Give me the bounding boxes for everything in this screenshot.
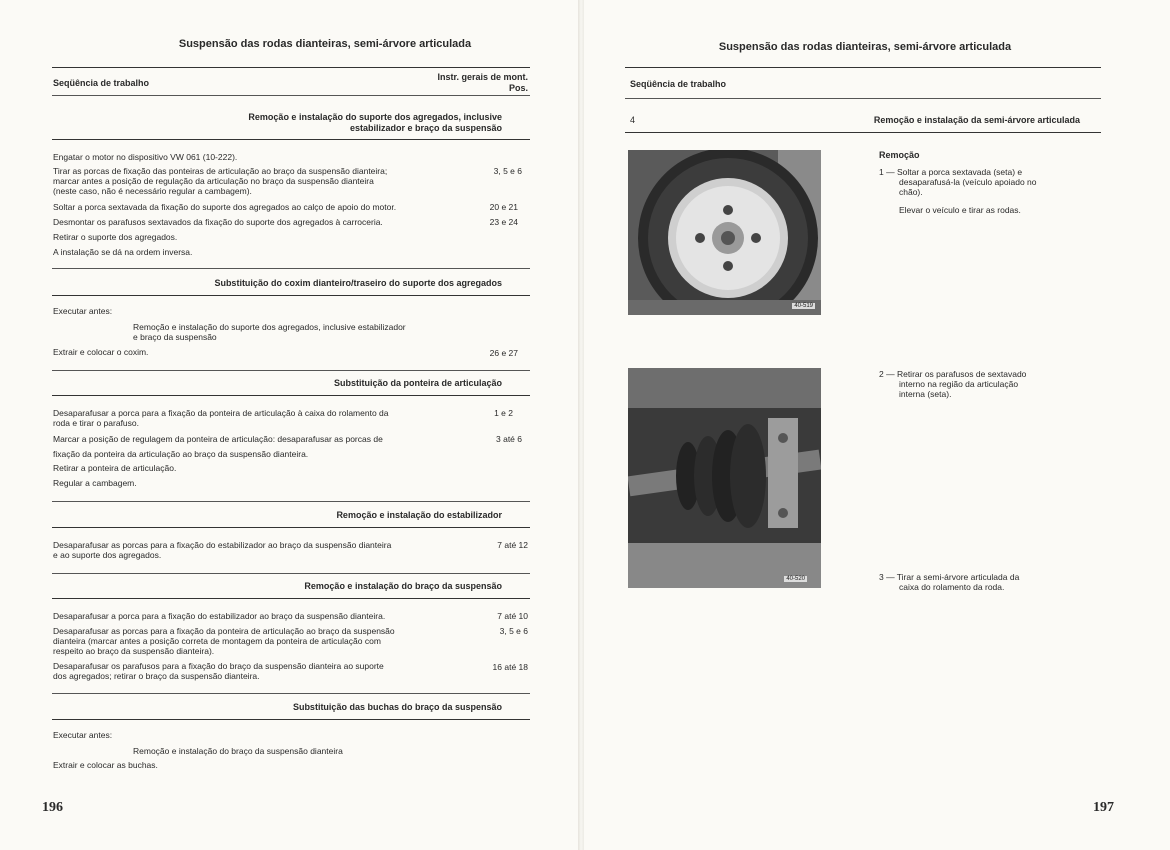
section-title: Remoção e instalação da semi-árvore articulada (873, 115, 1080, 125)
step-text: fixação da ponteira da articulação ao braço da suspensão dianteira. (53, 449, 309, 459)
position-ref: 3 até 6 (496, 434, 522, 444)
step-text: Tirar as porcas de fixação das ponteiras de articulação ao braço da suspensão dianteira; (53, 166, 388, 176)
section-rule (52, 370, 530, 371)
section-rule (625, 132, 1101, 133)
section-title: Substituição das buchas do braço da suspensão (292, 702, 502, 712)
step-text: Regular a cambagem. (53, 478, 137, 488)
section-rule (52, 395, 530, 396)
section-title: Remoção e instalação do suporte dos agregados, inclusive (248, 112, 502, 122)
section-rule (52, 268, 530, 269)
section-rule (52, 598, 530, 599)
right-page (585, 0, 1170, 850)
step-text: Executar antes: (53, 306, 113, 316)
step-text: Desaparafusar a porca para a fixação da ponteira de articulação à caixa do rolamento da (53, 408, 389, 418)
book-spine (578, 0, 584, 850)
step-text: interno na região da articulação (899, 379, 1019, 389)
step-text: Extrair e colocar as buchas. (53, 760, 158, 770)
position-ref: 20 e 21 (489, 202, 518, 212)
step-text: 3 — Tirar a semi-árvore articulada da (879, 572, 1020, 582)
position-ref: 1 e 2 (494, 408, 513, 418)
position-ref: 26 e 27 (489, 348, 518, 358)
page-number: 197 (1093, 800, 1114, 815)
left-page-title: Suspensão das rodas dianteiras, semi-árvore articulada (178, 38, 472, 50)
step-text: Desaparafusar as porcas para a fixação da ponteira de articulação ao braço da suspensão (53, 626, 395, 636)
position-ref: 7 até 12 (497, 540, 528, 550)
step-text: marcar antes a posição de regulação da articulação no braço da suspensão dianteira (53, 176, 374, 186)
step-text: Desaparafusar os parafusos para a fixação do braço da suspensão dianteira ao suporte (53, 661, 384, 671)
section-title: Remoção e instalação do braço da suspensão (304, 581, 502, 591)
section-title: Substituição da ponteira de articulação (333, 378, 502, 388)
photo-label: 40-520 (786, 576, 805, 582)
position-ref: 16 até 18 (492, 662, 528, 672)
step-text: desaparafusá-la (veículo apoiado no (899, 177, 1037, 187)
step-text: Desaparafusar a porca para a fixação do estabilizador ao braço da suspensão dianteira. (53, 611, 386, 621)
photo-label: 40-519 (794, 303, 813, 309)
step-text: Remoção e instalação do suporte dos agregados, inclusive estabilizador (133, 322, 406, 332)
section-title: Substituição do coxim dianteiro/traseiro do suporte dos agregados (214, 278, 502, 288)
step-text: A instalação se dá na ordem inversa. (53, 247, 193, 257)
step-text: interna (seta). (899, 389, 952, 399)
section-rule (52, 719, 530, 720)
step-text: caixa do rolamento da roda. (899, 582, 1005, 592)
header-bottom-rule (52, 95, 530, 96)
position-ref: 3, 5 e 6 (499, 626, 528, 636)
step-text: e braço da suspensão (133, 332, 217, 342)
step-text: Desaparafusar as porcas para a fixação do estabilizador ao braço da suspensão dianteira (53, 540, 392, 550)
wheel-photo (628, 150, 821, 315)
axle-joint-photo (628, 368, 821, 588)
step-text: Retirar a ponteira de articulação. (53, 463, 177, 473)
step-text: chão). (899, 187, 923, 197)
section-title-cont: estabilizador e braço da suspensão (349, 123, 502, 133)
section-rule (52, 295, 530, 296)
header-top-rule (625, 67, 1101, 68)
step-text: dianteira (marcar antes a posição correta de montagem da ponteira de articulação com (53, 636, 381, 646)
step-text: Desmontar os parafusos sextavados da fixação do suporte dos agregados à carroceria. (53, 217, 383, 227)
step-text: 1 — Soltar a porca sextavada (seta) e (879, 167, 1023, 177)
section-rule (52, 139, 530, 140)
step-text: 2 — Retirar os parafusos de sextavado (879, 369, 1027, 379)
step-text: Executar antes: (53, 730, 113, 740)
removal-heading: Remoção (879, 150, 920, 160)
position-ref: 3, 5 e 6 (493, 166, 522, 176)
section-title: Remoção e instalação do estabilizador (336, 510, 502, 520)
left-header-sequence: Seqüência de trabalho (53, 78, 150, 88)
position-ref: 23 e 24 (489, 217, 518, 227)
position-ref: 7 até 10 (497, 611, 528, 621)
header-bottom-rule (625, 98, 1101, 99)
step-text: Extrair e colocar o coxim. (53, 347, 149, 357)
step-text: dos agregados; retirar o braço da suspensão dianteira. (53, 671, 260, 681)
section-rule (52, 573, 530, 574)
right-page-title: Suspensão das rodas dianteiras, semi-árvore articulada (718, 41, 1012, 53)
left-header-pos: Pos. (508, 83, 528, 93)
step-text: Remoção e instalação do braço da suspensão dianteira (133, 746, 343, 756)
step-text: Marcar a posição de regulagem da ponteira de articulação: desaparafusar as porcas de (53, 434, 383, 444)
right-header-sequence: Seqüência de trabalho (630, 79, 727, 89)
step-text: roda e tirar o parafuso. (53, 418, 139, 428)
left-header-instructions: Instr. gerais de mont. (437, 72, 528, 82)
section-rule (52, 527, 530, 528)
step-text: e ao suporte dos agregados. (53, 550, 162, 560)
section-number: 4 (630, 115, 636, 125)
page-number: 196 (42, 800, 63, 815)
step-text: Soltar a porca sextavada da fixação do suporte dos agregados ao calço de apoio do motor. (53, 202, 397, 212)
section-rule (52, 693, 530, 694)
step-text: Engatar o motor no dispositivo VW 061 (10-222). (53, 152, 238, 162)
step-text: (neste caso, não é necessário regular a cambagem). (53, 186, 252, 196)
section-rule (52, 501, 530, 502)
step-text: respeito ao braço da suspensão dianteira). (53, 646, 215, 656)
header-top-rule (52, 67, 530, 68)
step-text: Retirar o suporte dos agregados. (53, 232, 178, 242)
step-text: Elevar o veículo e tirar as rodas. (899, 205, 1021, 215)
